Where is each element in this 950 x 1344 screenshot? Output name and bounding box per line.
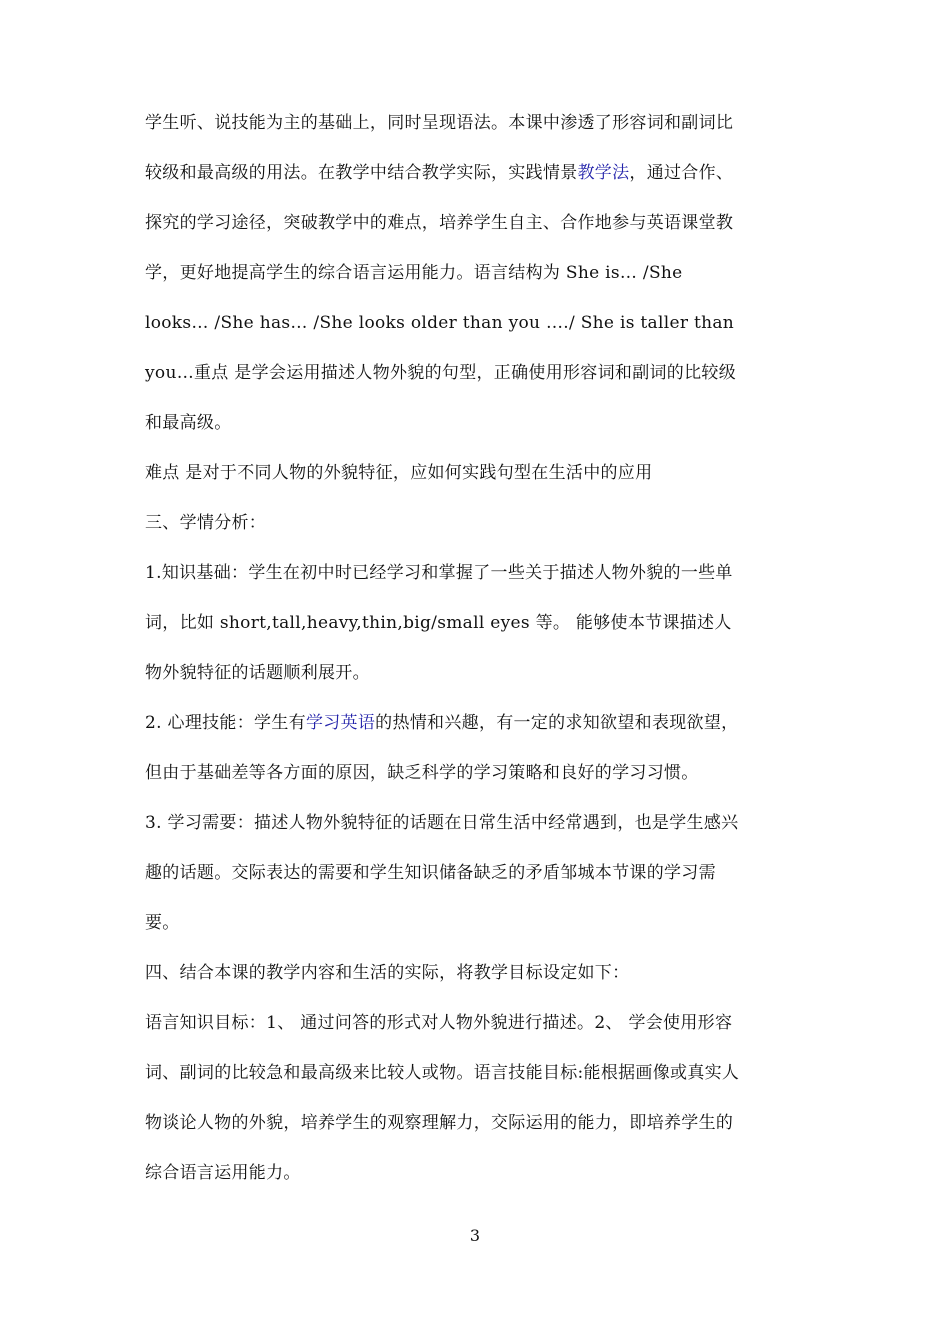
text-line-12: 物外貌特征的话题顺利展开。 [145, 663, 370, 683]
text-line-16: 趣的话题。交际表达的需要和学生知识储备缺乏的矛盾邹城本节课的学习需 [145, 863, 716, 883]
text-line-20: 词、副词的比较急和最高级来比较人或物。语言技能目标:能根据画像或真实人 [145, 1063, 740, 1083]
section-heading-4: 四、结合本课的教学内容和生活的实际，将教学目标设定如下： [145, 963, 630, 983]
text-line-21: 物谈论人物的外貌，培养学生的观察理解力，交际运用的能力，即培养学生的 [145, 1113, 734, 1133]
text-line-15: 3. 学习需要：描述人物外貌特征的话题在日常生活中经常遇到，也是学生感兴 [145, 813, 739, 833]
text-line-1: 学生听、说技能为主的基础上，同时呈现语法。本课中渗透了形容词和副词比 [145, 113, 734, 133]
text-line-22: 综合语言运用能力。 [145, 1163, 301, 1183]
text-line-5: looks… /She has… /She looks older than you ….∕ She is taller than [145, 313, 735, 333]
page-number: 3 [469, 1226, 481, 1245]
text-line-4: 学，更好地提高学生的综合语言运用能力。语言结构为 She is… /She [145, 263, 683, 283]
text-line-17: 要。 [145, 913, 180, 933]
link-teaching-method[interactable]: 教学法 [577, 163, 630, 183]
text-line-2: 较级和最高级的用法。在教学中结合教学实际，实践情景教学法，通过合作、 [145, 163, 734, 183]
text-line-3: 探究的学习途径，突破教学中的难点，培养学生自主、合作地参与英语课堂教 [145, 213, 734, 233]
text-line-8: 难点 是对于不同人物的外貌特征，应如何实践句型在生活中的应用 [145, 463, 653, 483]
text-line-14: 但由于基础差等各方面的原因，缺乏科学的学习策略和良好的学习习惯。 [145, 763, 699, 783]
text-line-11: 词，比如 short,tall,heavy,thin,big/small eyes 等。 能够使本节课描述人 [145, 613, 732, 633]
text-line-10: 1.知识基础：学生在初中时已经学习和掌握了一些关于描述人物外貌的一些单 [145, 563, 733, 583]
link-learn-english[interactable]: 学习英语 [305, 713, 376, 733]
section-heading-3: 三、学情分析： [145, 513, 267, 533]
text-line-19: 语言知识目标：1、 通过问答的形式对人物外貌进行描述。2、 学会使用形容 [145, 1013, 733, 1033]
text-line-7: 和最高级。 [145, 413, 232, 433]
text-line-6: you…重点 是学会运用描述人物外貌的句型，正确使用形容词和副词的比较级 [145, 363, 736, 383]
text-line-13: 2. 心理技能：学生有学习英语的热情和兴趣，有一定的求知欲望和表现欲望， [145, 713, 739, 733]
body-text [145, 98, 810, 1198]
